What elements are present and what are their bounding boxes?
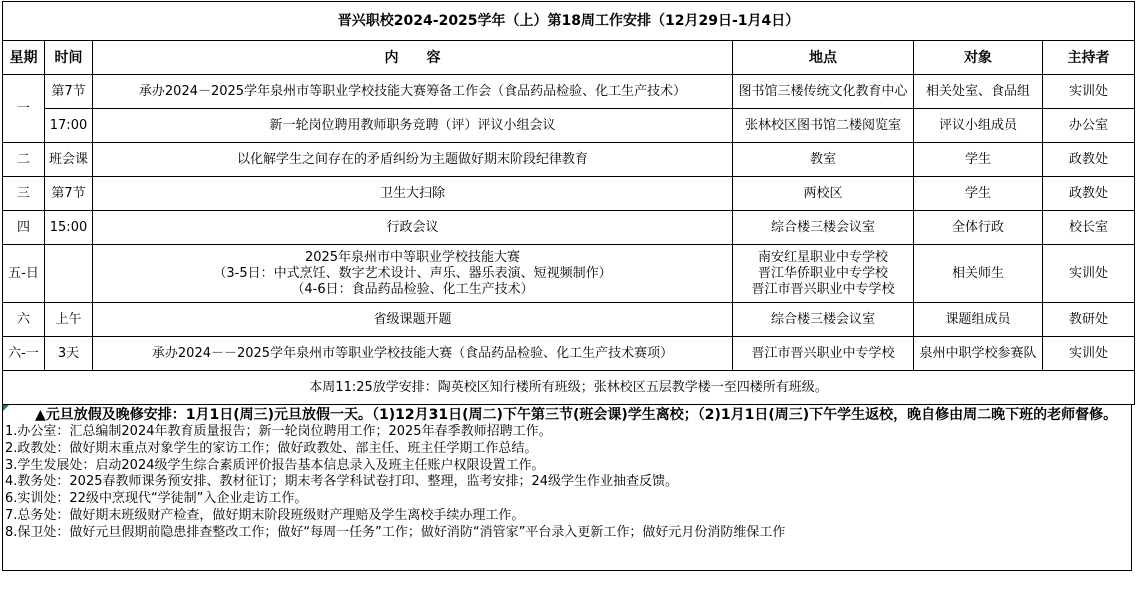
header-day: 星期 (3, 41, 45, 75)
cell-target: 评议小组成员 (914, 109, 1043, 143)
table-row (3, 245, 1135, 303)
header-time: 时间 (45, 41, 93, 75)
cell-host: 教研处 (1043, 303, 1135, 337)
header-place: 地点 (733, 41, 914, 75)
cell-content: 承办2024－2025学年泉州市等职业学校技能大赛筹备工作会（食品药品检验、化工生产技术） (93, 75, 733, 109)
cell-time: 第7节 (45, 75, 93, 109)
cell-target: 学生 (914, 177, 1043, 211)
cell-target: 全体行政 (914, 211, 1043, 245)
schedule-table (2, 1, 1135, 405)
table-row (3, 177, 1135, 211)
cell-day: 四 (3, 211, 45, 245)
cell-day: 二 (3, 143, 45, 177)
cell-place: 晋江市晋兴职业中专学校 (733, 337, 914, 371)
list-item: 6.实训处：22级中烹现代“学徒制”入企业走访工作。 (5, 491, 308, 507)
header-content: 内 容 (93, 41, 733, 75)
cell-host: 办公室 (1043, 109, 1135, 143)
cell-place: 张林校区图书馆二楼阅览室 (733, 109, 914, 143)
cell-host: 校长室 (1043, 211, 1135, 245)
cell-time: 班会课 (45, 143, 93, 177)
header-host: 主持者 (1043, 41, 1135, 75)
notes-section (2, 405, 1132, 571)
cell-place (733, 245, 914, 303)
cell-time: 15:00 (45, 211, 93, 245)
cell-day: 六-一 (3, 337, 45, 371)
cell-target: 相关处室、食品组 (914, 75, 1043, 109)
place-line: 南安红星职业中专学校 (757, 249, 888, 265)
cell-day: 一 (3, 75, 45, 143)
cell-target: 课题组成员 (914, 303, 1043, 337)
cell-target: 相关师生 (914, 245, 1043, 303)
page-title: 晋兴职校2024-2025学年（上）第18周工作安排（12月29日-1月4日） (3, 2, 1135, 41)
cell-host: 实训处 (1043, 75, 1135, 109)
table-row (3, 211, 1135, 245)
cell-content: 新一轮岗位聘用教师职务竞聘（评）评议小组会议 (93, 109, 733, 143)
cell-content: 承办2024－－2025学年泉州市等职业学校技能大赛（食品药品检验、化工生产技术赛项） (93, 337, 733, 371)
cell-host: 政教处 (1043, 177, 1135, 211)
table-row (3, 337, 1135, 371)
cell-content: 省级课题开题 (93, 303, 733, 337)
comment-marker (3, 405, 9, 411)
place-line: 晋江华侨职业中专学校 (757, 265, 888, 281)
header-target: 对象 (914, 41, 1043, 75)
list-item: 2.政教处：做好期末重点对象学生的家访工作；做好政教处、部主任、班主任学期工作总结。 (5, 440, 538, 456)
cell-place: 综合楼三楼会议室 (733, 303, 914, 337)
cell-day: 六 (3, 303, 45, 337)
content-line: （4-6日：食品药品检验、化工生产技术） (291, 281, 534, 297)
cell-content: 以化解学生之间存在的矛盾纠纷为主题做好期末阶段纪律教育 (93, 143, 733, 177)
cell-content (93, 245, 733, 303)
cell-host: 实训处 (1043, 245, 1135, 303)
cell-time: 17:00 (45, 109, 93, 143)
list-item: 8.保卫处：做好元旦假期前隐患排查整改工作；做好“每周一任务”工作；做好消防“消管家”平台录入更新工作；做好元月份消防维保工作 (5, 524, 786, 540)
cell-content: 卫生大扫除 (93, 177, 733, 211)
cell-time: 3天 (45, 337, 93, 371)
holiday-notice: ▲元旦放假及晚修安排：1月1日(周三)元旦放假一天。（1)12月31日(周二)下午第三节(班会课)学生离校；（2)1月1日(周三)下午学生返校，晚自修由周二晚下班的老师督修。 (35, 407, 1118, 423)
cell-target: 泉州中职学校参赛队 (914, 337, 1043, 371)
table-row (3, 109, 1135, 143)
content-line: 2025年泉州市中等职业学校技能大赛 (304, 249, 521, 265)
cell-time (45, 245, 93, 303)
cell-day: 三 (3, 177, 45, 211)
cell-content: 行政会议 (93, 211, 733, 245)
content-line: （3-5日：中式烹饪、数字艺术设计、声乐、器乐表演、短视频制作） (213, 265, 612, 281)
schedule-sheet (2, 1, 1134, 571)
cell-place: 教室 (733, 143, 914, 177)
cell-time: 上午 (45, 303, 93, 337)
list-item: 1.办公室：汇总编制2024年教育质量报告；新一轮岗位聘用工作；2025年春季教师招聘工作。 (5, 424, 552, 439)
table-row (3, 143, 1135, 177)
cell-place: 综合楼三楼会议室 (733, 211, 914, 245)
list-item: 7.总务处：做好期末班级财产检查，做好期末阶段班级财产理赔及学生离校手续办理工作。 (5, 507, 525, 523)
cell-host: 实训处 (1043, 337, 1135, 371)
table-row (3, 303, 1135, 337)
cell-time: 第7节 (45, 177, 93, 211)
list-item: 4.教务处：2025春教师课务预安排、教材征订；期末考各学科试卷打印、整理，监考安排；24级学生作业抽查反馈。 (5, 474, 679, 490)
cell-host: 政教处 (1043, 143, 1135, 177)
place-line: 晋江市晋兴职业中专学校 (751, 281, 895, 297)
cell-day: 五-日 (3, 245, 45, 303)
cell-place: 两校区 (733, 177, 914, 211)
cell-target: 学生 (914, 143, 1043, 177)
cell-place: 图书馆三楼传统文化教育中心 (733, 75, 914, 109)
header-row (3, 41, 1135, 75)
dismissal-note: 本周11:25放学安排：陶英校区知行楼所有班级；张林校区五层教学楼一至四楼所有班级。 (3, 371, 1135, 405)
table-row (3, 75, 1135, 109)
list-item: 3.学生发展处：启动2024级学生综合素质评价报告基本信息录入及班主任账户权限设置工作。 (5, 457, 545, 473)
